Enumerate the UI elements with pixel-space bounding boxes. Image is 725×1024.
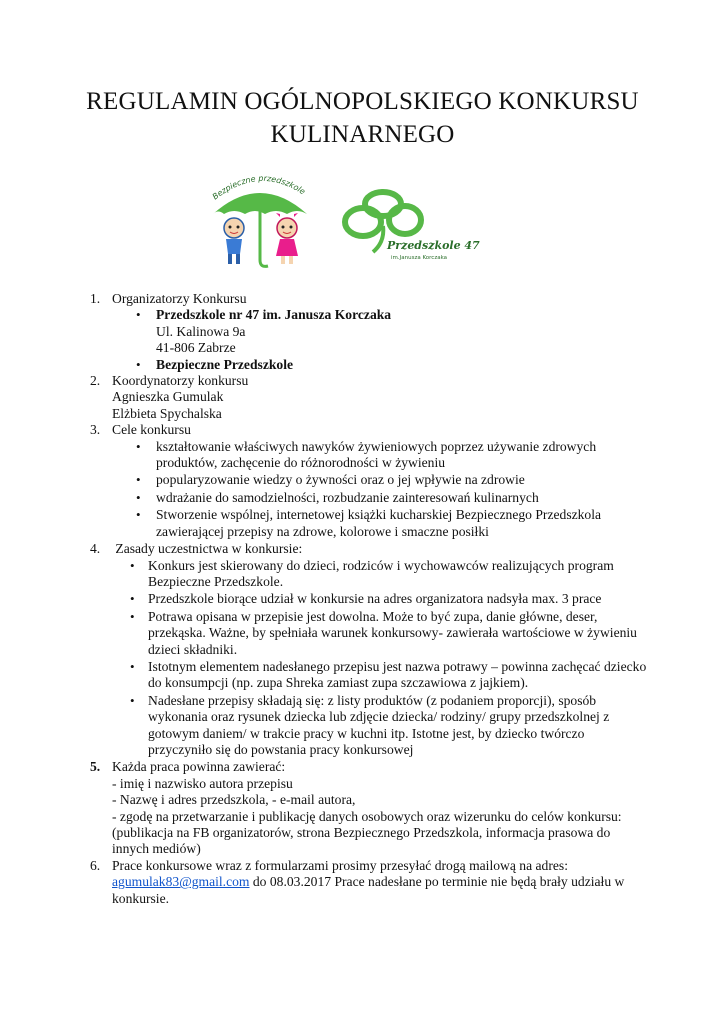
section-title: Zasady uczestnictwa w konkursie:	[112, 541, 303, 557]
list-item: • Konkurs jest skierowany do dzieci, rodziców i wychowawców realizujących program Bezpieczne Przedszkole.	[112, 558, 650, 591]
section-goals	[90, 422, 650, 540]
list-item: • Stworzenie wspólnej, internetowej książki kucharskiej Bezpiecznego Przedszkola zawierającej przepisy na zdrowe, kolorowe i smaczne posiłki	[112, 507, 650, 540]
requirement-line: - zgodę na przetwarzanie i publikację danych osobowych oraz wizerunku do celów konkursu: (publikacja na FB organizatorów, strona Bezpiecznego Przedszkola, informacja prasowa do innych mediów)	[112, 808, 622, 857]
section-number: 6.	[90, 857, 101, 873]
title-line-2: KULINARNEGO	[270, 121, 455, 148]
organizer-name: • Bezpieczne Przedszkole	[156, 356, 294, 372]
organizer-city: 41-806 Zabrze	[156, 340, 236, 356]
przedszkole-47-logo	[345, 192, 480, 261]
title-line-1: REGULAMIN OGÓLNOPOLSKIEGO KONKURSU	[86, 88, 639, 115]
organizer-street: Ul. Kalinowa 9a	[156, 323, 246, 339]
goals-list	[112, 439, 650, 540]
organizers-list-2	[112, 357, 650, 373]
logo-right-text: Przedszkole 47	[387, 239, 480, 252]
section-coordinators	[90, 373, 650, 422]
list-item: • popularyzowanie wiedzy o żywności oraz o jej wpływie na zdrowie	[112, 472, 650, 488]
logos	[205, 170, 485, 275]
section-number: 2.	[90, 373, 101, 389]
list-item: • wdrażanie do samodzielności, rozbudzanie zainteresowań kulinarnych	[112, 490, 650, 506]
document-title	[40, 85, 685, 151]
section-number: 5.	[90, 759, 101, 775]
list-item: • Nadesłane przepisy składają się: z listy produktów (z podaniem proporcji), sposób wykonania oraz rysunek dziecka lub zdjęcie dziecka/ rodziny/ grupy przedszkolnej z gotowym daniem/ w trakcie pracy w kuchni itp. Istotne jest, by dziecko twórczo przyczyniło się do powstania pracy konkursowej	[112, 693, 650, 759]
list-item: • Przedszkole biorące udział w konkursie na adres organizatora nadsyła max. 3 prace	[112, 591, 650, 607]
list-item: • Potrawa opisana w przepisie jest dowolna. Może to być zupa, danie główne, deser, przekąska. Ważne, by spełniała warunek konkursowy- zawierała wartościowe w żywieniu dzieci składniki.	[112, 609, 650, 658]
logo-left-text: Bezpieczne przedszkole	[210, 173, 307, 202]
organizers-list	[112, 307, 650, 323]
sections-list	[90, 291, 650, 907]
section-rules	[90, 541, 650, 758]
submission-deadline-text: do 08.03.2017 Prace nadesłane po terminie nie będą brały udziału w konkursie.	[112, 874, 625, 906]
section-title: Koordynatorzy konkursu	[112, 373, 249, 389]
list-item: • Istotnym elementem nadesłanego przepisu jest nazwa potrawy – powinna zachęcać dziecko do konsumpcji (np. zupa Shreka zamiast zupa szczawiowa z jajkiem).	[112, 659, 650, 692]
rules-list	[112, 558, 650, 759]
section-number: 1.	[90, 291, 101, 306]
list-item	[112, 307, 650, 323]
list-item	[112, 357, 650, 373]
organizer-name: • Przedszkole nr 47 im. Janusza Korczaka	[156, 307, 392, 323]
section-organizers	[90, 291, 650, 373]
section-title: Cele konkursu	[112, 422, 191, 438]
requirement-line: - imię i nazwisko autora przepisu	[112, 775, 293, 791]
section-number: 3.	[90, 422, 101, 438]
email-link[interactable]: agumulak83@gmail.com	[112, 874, 250, 890]
section-submission	[90, 858, 650, 907]
coordinator-name: Elżbieta Spychalska	[112, 405, 222, 421]
coordinator-name: Agnieszka Gumulak	[112, 389, 224, 405]
submission-text: Prace konkursowe wraz z formularzami prosimy przesyłać drogą mailową na adres:	[112, 857, 568, 873]
boy-figure-icon	[224, 218, 244, 264]
section-number: 4.	[90, 541, 101, 557]
girl-figure-icon	[276, 213, 298, 264]
section-submission-contents	[90, 759, 650, 857]
regulations-body	[90, 291, 650, 907]
requirement-line: - Nazwę i adres przedszkola, - e-mail autora,	[112, 792, 356, 808]
list-item: • kształtowanie właściwych nawyków żywieniowych poprzez używanie zdrowych produktów, zachęcenie do różnorodności w żywieniu	[112, 439, 650, 472]
logo-right-subtext: im.Janusza Korczaka	[391, 255, 448, 261]
section-title: Każda praca powinna zawierać:	[112, 759, 286, 775]
section-title: Organizatorzy Konkursu	[112, 291, 247, 306]
bezpieczne-przedszkole-logo	[211, 174, 307, 267]
